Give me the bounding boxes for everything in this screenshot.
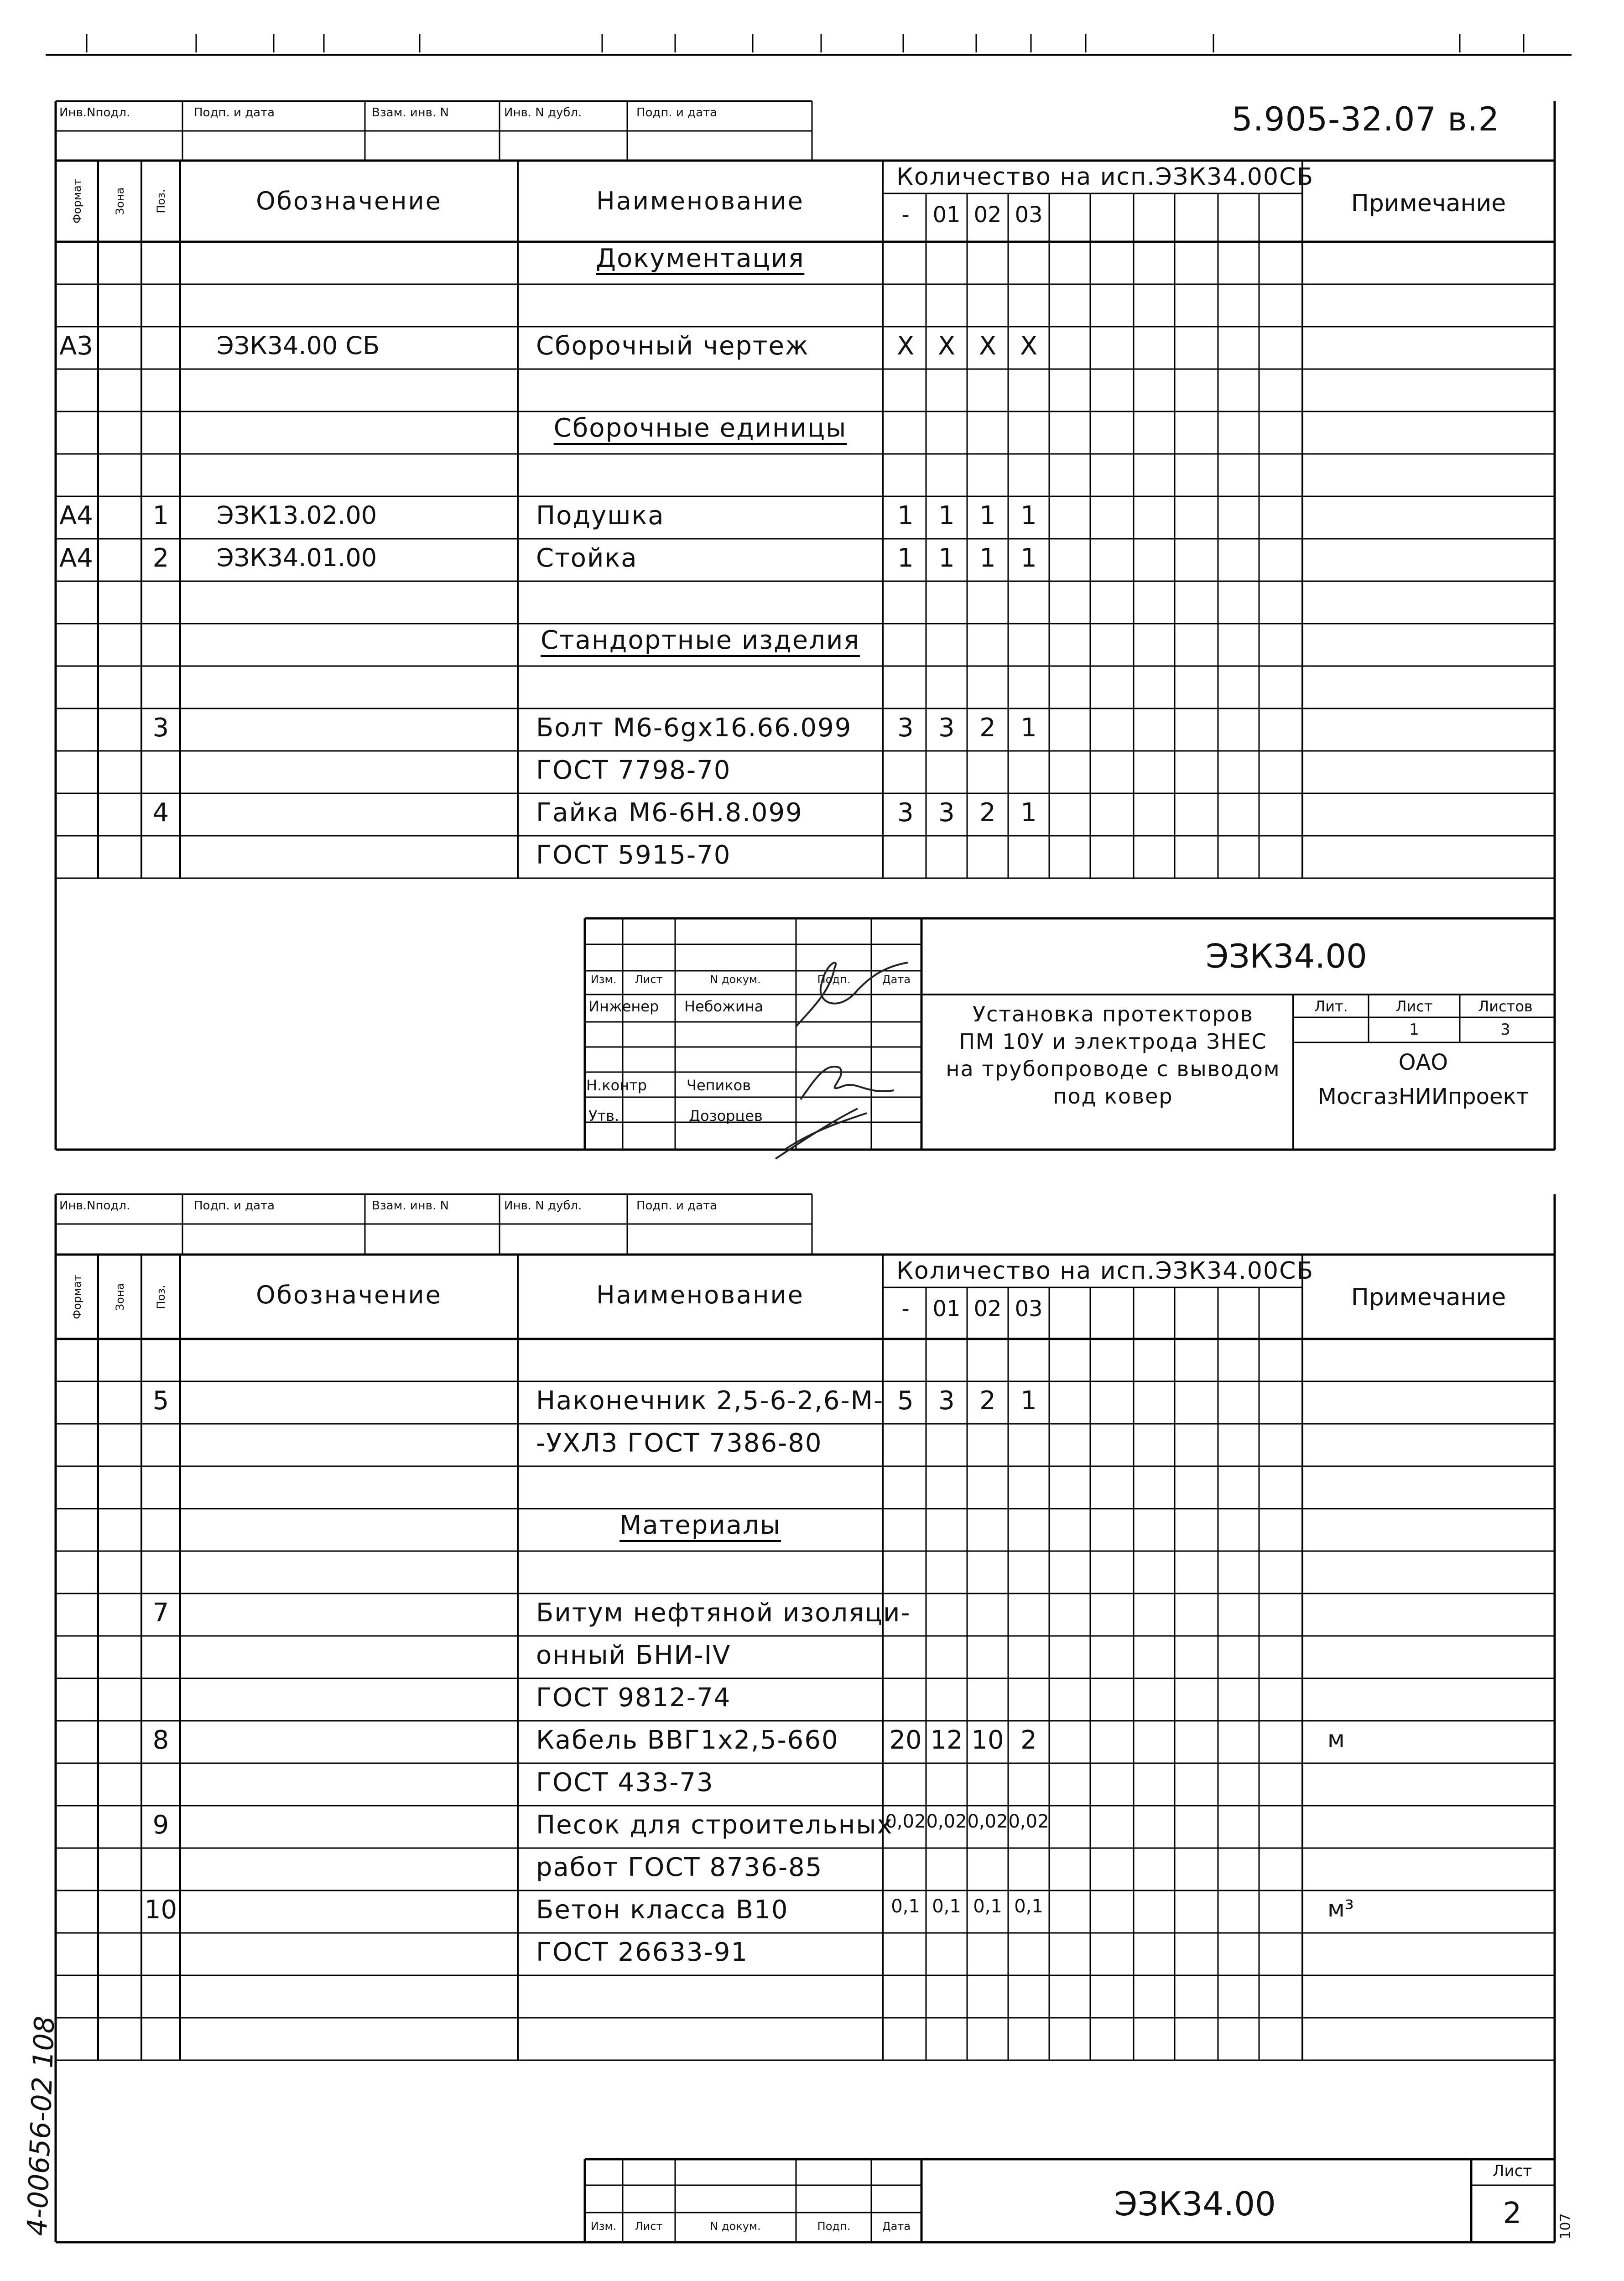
- document-code: 5.905-32.07 в.2: [1232, 100, 1500, 138]
- row-pos: 2: [152, 543, 169, 573]
- row-name: ГОСТ 5915-70: [536, 840, 731, 870]
- row-qty: 2: [1020, 1725, 1037, 1755]
- row-qty: 0,02: [967, 1811, 1008, 1832]
- row-name: -УХЛ3 ГОСТ 7386-80: [536, 1428, 822, 1458]
- stamp-podp-data2: Подп. и дата: [636, 106, 718, 120]
- row-qty: 1: [1020, 543, 1037, 573]
- row-format: А4: [59, 543, 93, 573]
- header-poz: Поз.: [154, 1284, 167, 1309]
- row-qty: 3: [897, 797, 914, 828]
- header-primechanie: Примечание: [1351, 1284, 1506, 1311]
- row-note: м: [1327, 1725, 1345, 1752]
- header-isp: 03: [1015, 1296, 1043, 1322]
- stamp-podp-data2: Подп. и дата: [636, 1199, 718, 1213]
- row-qty: Х: [1020, 331, 1038, 361]
- row-qty: 1: [979, 543, 996, 573]
- section-heading: Документация: [596, 246, 804, 275]
- row-qty: 5: [897, 1385, 914, 1416]
- row-qty: 10: [971, 1725, 1004, 1755]
- header-oboznachenie: Обозначение: [256, 187, 442, 215]
- title-utv-name: Дозорцев: [689, 1107, 763, 1125]
- header-isp: 01: [932, 1296, 961, 1322]
- row-qty: 0,1: [891, 1896, 920, 1917]
- title-name-line: ПМ 10У и электрода ЗНЕС: [959, 1029, 1267, 1054]
- row-qty: 0,1: [1014, 1896, 1043, 1917]
- row-name: Гайка М6-6Н.8.099: [536, 797, 803, 828]
- title-inzhener-name: Небожина: [684, 998, 764, 1015]
- section-heading: Стандортные изделия: [541, 628, 860, 657]
- header-format: Формат: [70, 179, 83, 224]
- stamp-podp-data: Подп. и дата: [194, 106, 275, 120]
- row-qty: Х: [979, 331, 997, 361]
- title-lit: Лит.: [1314, 998, 1348, 1015]
- row-qty: 1: [1020, 1385, 1037, 1416]
- row-qty: 20: [889, 1725, 922, 1755]
- row-pos: 5: [152, 1385, 169, 1416]
- row-qty: 1: [938, 500, 955, 531]
- row-qty: 12: [930, 1725, 963, 1755]
- header-naimenovanie: Наименование: [596, 1281, 804, 1309]
- row-note: м³: [1327, 1895, 1354, 1922]
- title-col-label: Подп.: [817, 973, 851, 986]
- row-name: Битум нефтяной изоляци-: [536, 1598, 911, 1628]
- title-nkontr-name: Чепиков: [687, 1077, 751, 1094]
- title-org2: МосгазНИИпроект: [1317, 1084, 1529, 1109]
- row-pos: 8: [152, 1725, 169, 1755]
- title-col-label: Изм.: [590, 973, 617, 986]
- row-designation: ЭЗК34.01.00: [217, 543, 377, 572]
- row-name: Сборочный чертеж: [536, 331, 809, 361]
- row-name: ГОСТ 433-73: [536, 1767, 714, 1797]
- header-isp: 02: [973, 1296, 1002, 1322]
- title-utv-role: Утв.: [588, 1107, 619, 1125]
- row-pos: 1: [152, 500, 169, 531]
- header-primechanie: Примечание: [1351, 190, 1506, 217]
- row-qty: 3: [938, 1385, 955, 1416]
- row-qty: 2: [979, 797, 996, 828]
- header-oboznachenie: Обозначение: [256, 1281, 442, 1309]
- row-name: работ ГОСТ 8736-85: [536, 1852, 823, 1882]
- title-list-label: Лист: [1395, 998, 1433, 1015]
- title2-col-label: Подп.: [817, 2220, 851, 2233]
- header-isp: -: [901, 1296, 910, 1322]
- stamp-inv-dubl: Инв. N дубл.: [504, 1199, 582, 1213]
- row-designation: ЭЗК34.00 СБ: [217, 331, 380, 360]
- signature-utv: [776, 1109, 867, 1159]
- row-name: онный БНИ-IV: [536, 1640, 731, 1670]
- header-zona: Зона: [113, 1283, 126, 1311]
- row-format: А4: [59, 500, 93, 531]
- row-pos: 9: [152, 1810, 169, 1840]
- row-name: Бетон класса В10: [536, 1895, 789, 1925]
- row-name: Кабель ВВГ1х2,5-660: [536, 1725, 839, 1755]
- row-qty: 0,1: [932, 1896, 961, 1917]
- row-qty: 0,1: [973, 1896, 1002, 1917]
- title-inzhener-role: Инженер: [588, 998, 659, 1015]
- title-col-label: Дата: [882, 973, 911, 986]
- title2-col-label: N докум.: [710, 2220, 761, 2233]
- stamp-vzam-inv: Взам. инв. N: [372, 1199, 449, 1213]
- stamp-vzam-inv: Взам. инв. N: [372, 106, 449, 120]
- header-kolichestvo: Количество на исп.ЭЗК34.00СБ: [896, 1257, 1314, 1285]
- row-name: ГОСТ 9812-74: [536, 1682, 731, 1713]
- header-isp: 03: [1015, 202, 1043, 228]
- row-format: А3: [59, 331, 93, 361]
- row-qty: 1: [897, 543, 914, 573]
- title2-col-label: Изм.: [590, 2220, 617, 2233]
- title-org1: ОАО: [1398, 1050, 1448, 1075]
- header-naimenovanie: Наименование: [596, 187, 804, 215]
- row-qty: 2: [979, 713, 996, 743]
- row-qty: 3: [938, 713, 955, 743]
- row-qty: 3: [938, 797, 955, 828]
- title2-col-label: Лист: [635, 2220, 663, 2233]
- title-name-line: на трубопроводе с выводом: [946, 1057, 1280, 1081]
- row-qty: 3: [897, 713, 914, 743]
- title-code: ЭЗК34.00: [1206, 937, 1367, 975]
- header-kolichestvo: Количество на исп.ЭЗК34.00СБ: [896, 163, 1314, 191]
- row-qty: 0,02: [1008, 1811, 1049, 1832]
- header-isp: 01: [932, 202, 961, 228]
- stamp-inv-podl: Инв.Nподл.: [59, 1199, 130, 1213]
- row-qty: 1: [1020, 797, 1037, 828]
- stamp-inv-podl: Инв.Nподл.: [59, 106, 130, 120]
- title2-list: 2: [1503, 2197, 1522, 2230]
- section-heading: Сборочные единицы: [554, 416, 847, 445]
- page-number: 107: [1557, 2213, 1574, 2239]
- title-nkontr-role: Н.контр: [586, 1077, 647, 1094]
- title-listov-label: Листов: [1478, 998, 1533, 1015]
- title-name-line: под ковер: [1053, 1084, 1173, 1109]
- header-isp: 02: [973, 202, 1002, 228]
- row-pos: 4: [152, 797, 169, 828]
- row-qty: Х: [937, 331, 956, 361]
- title-col-label: Лист: [635, 973, 663, 986]
- row-pos: 7: [152, 1598, 169, 1628]
- header-format: Формат: [70, 1274, 83, 1319]
- row-qty: Х: [896, 331, 915, 361]
- row-pos: 3: [152, 713, 169, 743]
- section-heading: Материалы: [619, 1513, 781, 1542]
- stamp-inv-dubl: Инв. N дубл.: [504, 106, 582, 120]
- header-zona: Зона: [113, 187, 126, 215]
- row-name: Песок для строительных: [536, 1810, 893, 1840]
- row-name: Стойка: [536, 543, 638, 573]
- header-isp: -: [901, 202, 910, 228]
- row-designation: ЭЗК13.02.00: [217, 500, 377, 530]
- row-qty: 1: [979, 500, 996, 531]
- title-name-line: Установка протекторов: [973, 1002, 1254, 1026]
- row-qty: 1: [938, 543, 955, 573]
- row-name: ГОСТ 7798-70: [536, 755, 731, 785]
- row-qty: 1: [1020, 713, 1037, 743]
- title-list: 1: [1409, 1021, 1419, 1039]
- row-qty: 0,02: [885, 1811, 926, 1832]
- row-qty: 1: [897, 500, 914, 531]
- row-pos: 10: [144, 1895, 177, 1925]
- row-name: Подушка: [536, 500, 665, 531]
- title-col-label: N докум.: [710, 973, 761, 986]
- title2-code: ЭЗК34.00: [1114, 2185, 1276, 2223]
- row-name: Наконечник 2,5-6-2,6-М-: [536, 1385, 884, 1416]
- stamp-podp-data: Подп. и дата: [194, 1199, 275, 1213]
- title2-list-label: Лист: [1492, 2162, 1532, 2180]
- row-qty: 1: [1020, 500, 1037, 531]
- row-qty: 2: [979, 1385, 996, 1416]
- title2-col-label: Дата: [882, 2220, 911, 2233]
- row-name: Болт М6-6gх16.66.099: [536, 713, 852, 743]
- title-listov: 3: [1500, 1021, 1510, 1039]
- header-poz: Поз.: [154, 189, 167, 214]
- margin-handwritten-note: 4-00656-02 108: [21, 2015, 61, 2237]
- row-qty: 0,02: [926, 1811, 967, 1832]
- row-name: ГОСТ 26633-91: [536, 1937, 748, 1967]
